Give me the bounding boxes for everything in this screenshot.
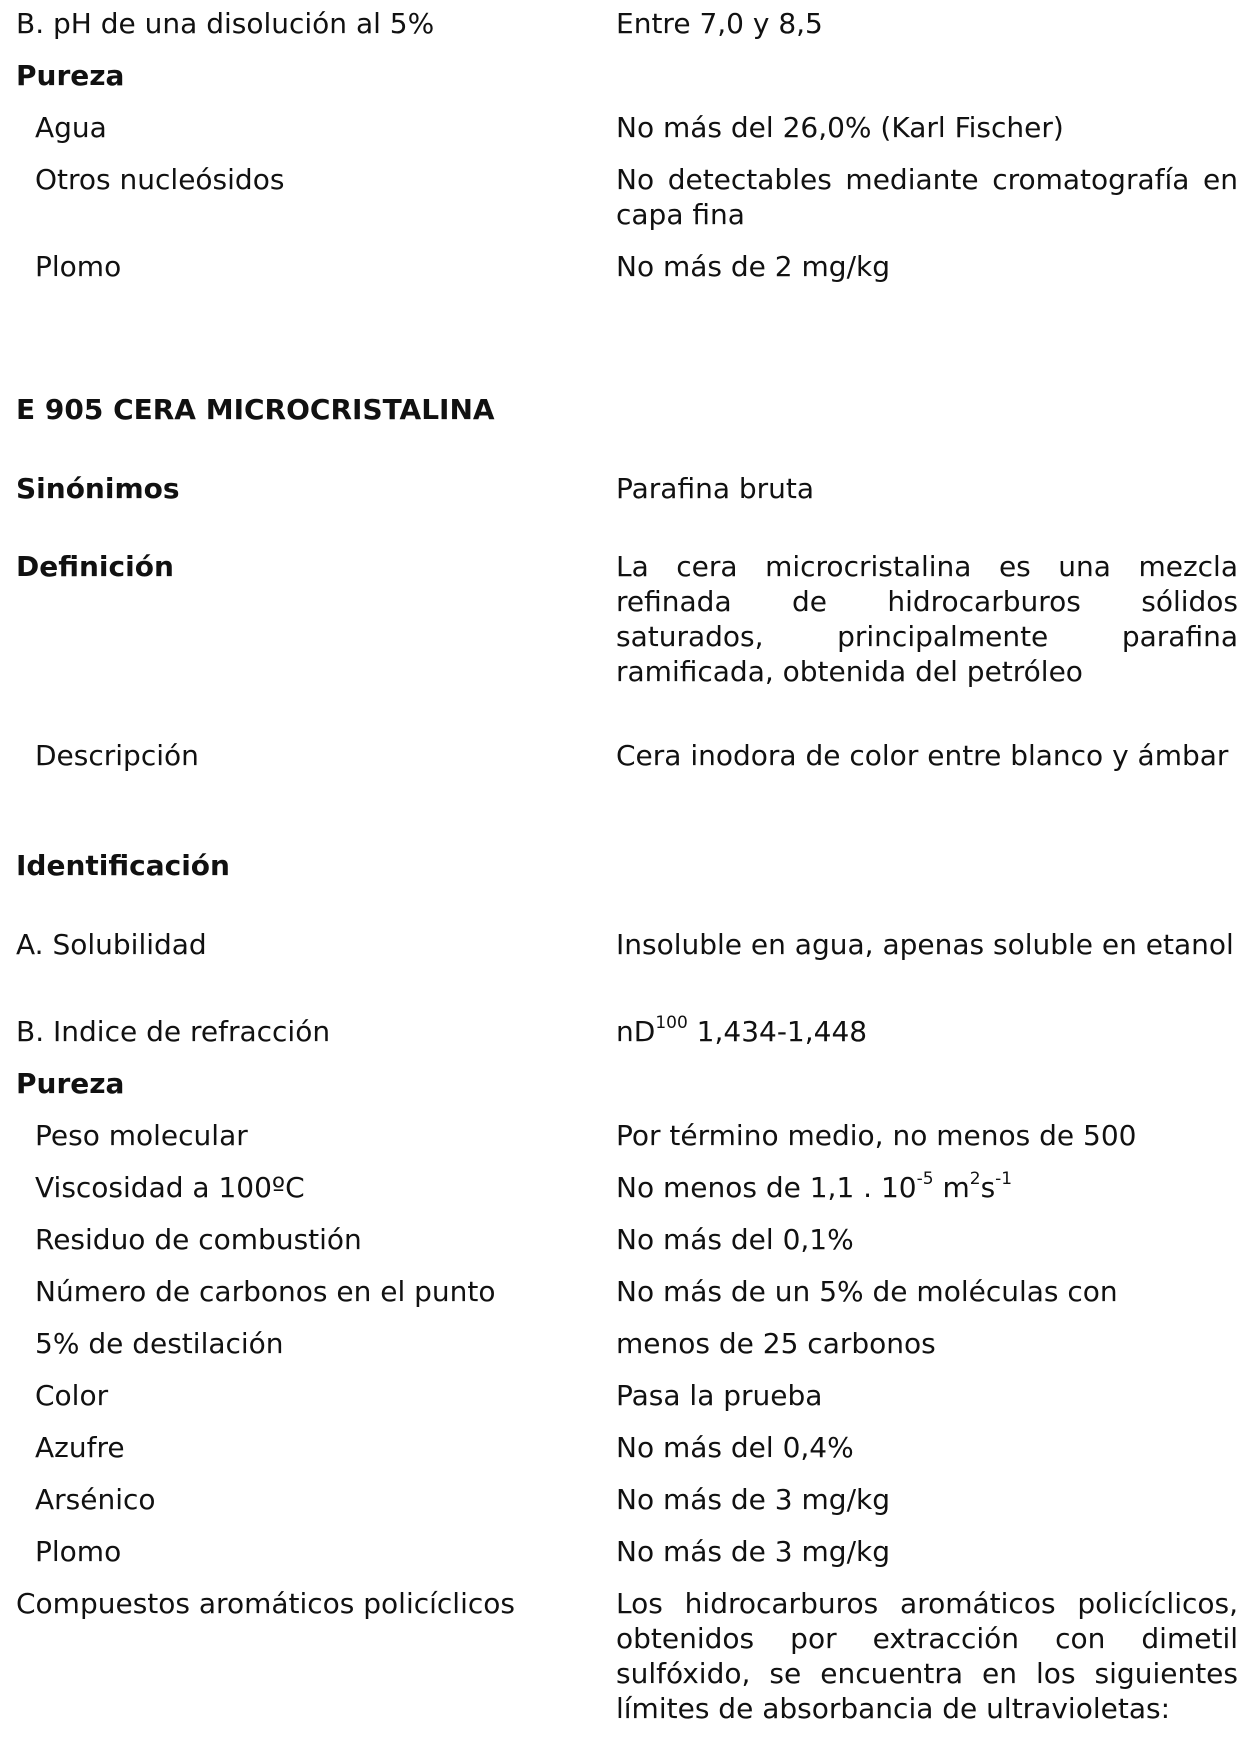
aromaticos-value: Los hidrocarburos aromáticos policíclicos, obtenidos por extracción con dimetil sulfóxido, se encuentra en los siguientes límites de absorbancia de ultravioletas: <box>616 1587 1238 1725</box>
residuo-label: Residuo de combustión <box>35 1223 362 1256</box>
peso-label: Peso molecular <box>35 1119 248 1152</box>
plomo-value-1: No más de 2 mg/kg <box>616 250 890 283</box>
azufre-value: No más del 0,4% <box>616 1431 854 1464</box>
azufre-label: Azufre <box>35 1431 125 1464</box>
ph-value: Entre 7,0 y 8,5 <box>616 7 823 40</box>
agua-label: Agua <box>35 111 107 144</box>
residuo-value: No más del 0,1% <box>616 1223 854 1256</box>
viscosidad-value: No menos de 1,1 . $10^{-5}$ $m^2s^{-1}$ <box>616 1168 1013 1204</box>
pureza-heading-1: Pureza <box>16 59 125 92</box>
descripcion-value: Cera inodora de color entre blanco y ámbar <box>616 739 1229 772</box>
carbonos-value-1: No más de un 5% de moléculas con <box>616 1275 1118 1308</box>
color-label: Color <box>35 1379 109 1412</box>
refraccion-value: $nD^{100}$ 1,434-1,448 <box>616 1012 868 1048</box>
ph-label: B. pH de una disolución al 5% <box>16 7 435 40</box>
sinonimos-label: Sinónimos <box>16 472 180 505</box>
agua-value: No más del 26,0% (Karl Fischer) <box>616 111 1064 144</box>
pureza-heading-2: Pureza <box>16 1067 125 1100</box>
plomo-label-1: Plomo <box>35 250 122 283</box>
arsenico-value: No más de 3 mg/kg <box>616 1483 890 1516</box>
sinonimos-value: Parafina bruta <box>616 472 815 505</box>
plomo-label-2: Plomo <box>35 1535 122 1568</box>
section-title: E 905 CERA MICROCRISTALINA <box>16 393 495 426</box>
plomo-value-2: No más de 3 mg/kg <box>616 1535 890 1568</box>
solubilidad-value: Insoluble en agua, apenas soluble en etanol <box>616 928 1234 961</box>
viscosidad-label: Viscosidad a 100ºC <box>35 1171 305 1204</box>
refraccion-label: B. Indice de refracción <box>16 1015 331 1048</box>
carbonos-value-2: menos de 25 carbonos <box>616 1327 936 1360</box>
solubilidad-label: A. Solubilidad <box>16 928 207 961</box>
descripcion-label: Descripción <box>35 739 199 772</box>
peso-value: Por término medio, no menos de 500 <box>616 1119 1137 1152</box>
arsenico-label: Arsénico <box>35 1483 156 1516</box>
aromaticos-label: Compuestos aromáticos policíclicos <box>16 1587 515 1620</box>
definicion-value: La cera microcristalina es una mezcla refinada de hidrocarburos sólidos saturados, principalmente parafina ramificada, obtenida del petróleo <box>616 550 1238 688</box>
definicion-label: Definición <box>16 550 174 583</box>
color-value: Pasa la prueba <box>616 1379 823 1412</box>
carbonos-label-2: 5% de destilación <box>35 1327 284 1360</box>
otros-value: No detectables mediante cromatografía en capa fina <box>616 163 1238 231</box>
identificacion-heading: Identificación <box>16 849 230 882</box>
carbonos-label-1: Número de carbonos en el punto <box>35 1275 496 1308</box>
otros-label: Otros nucleósidos <box>35 163 285 196</box>
